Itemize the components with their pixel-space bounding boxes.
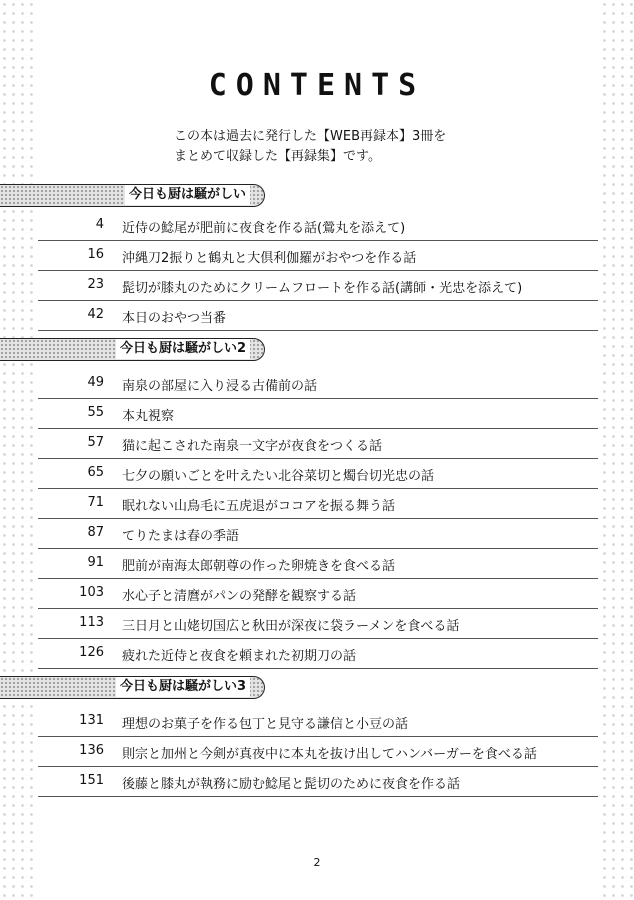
section-title: 今日も厨は騒がしい [125,185,250,205]
page-number: 2 [313,856,321,869]
page-number-ref: 4 [95,217,104,232]
page-number-ref: 71 [87,495,104,510]
entry-title: 七夕の願いごとを叶えたい北谷菜切と燭台切光忠の話 [122,469,435,484]
toc-row[interactable] [38,736,598,767]
toc-row[interactable] [38,518,598,549]
section-header [0,676,265,699]
entry-title: 則宗と加州と今剣が真夜中に本丸を抜け出してハンバーガーを食べる話 [122,747,537,762]
intro-text [174,127,574,167]
section-title: 今日も厨は騒がしい2 [116,339,250,359]
toc-row[interactable] [38,240,598,271]
page-number-ref: 91 [87,555,104,570]
toc-row[interactable] [38,368,598,399]
page-number-ref: 131 [79,713,104,728]
intro-line: まとめて収録した【再録集】です。 [174,149,381,164]
toc-row[interactable] [38,578,598,609]
entry-title: 眠れない山鳥毛に五虎退がココアを振る舞う話 [122,499,396,514]
entry-title: 髭切が膝丸のためにクリームフロートを作る話(講師・光忠を添えて) [122,281,523,296]
toc-row[interactable] [38,706,598,737]
page-number-ref: 151 [79,773,104,788]
entry-title: 猫に起こされた南泉一文字が夜食をつくる話 [122,439,383,454]
section-header [0,184,265,207]
entry-title: 本日のおやつ当番 [122,311,227,326]
entry-title: 肥前が南海太郎朝尊の作った卵焼きを食べる話 [122,559,396,574]
page-number-ref: 42 [87,307,104,322]
toc-row[interactable] [38,488,598,519]
page-number-ref: 65 [87,465,104,480]
contents-heading: CONTENTS [208,68,426,103]
entry-title: 沖縄刀2振りと鶴丸と大倶利伽羅がおやつを作る話 [122,251,417,266]
page-number-ref: 16 [87,247,104,262]
entry-title: 後藤と膝丸が執務に励む鯰尾と髭切のために夜食を作る話 [122,777,461,792]
page-number-ref: 87 [87,525,104,540]
entry-title: てりたまは春の季語 [122,529,240,544]
page-number-ref: 23 [87,277,104,292]
section-header [0,338,265,361]
dot-pattern-left [0,0,34,900]
toc-row[interactable] [38,300,598,331]
entry-title: 水心子と清麿がパンの発酵を観察する話 [122,589,357,604]
toc-row[interactable] [38,428,598,459]
page-number-ref: 55 [87,405,104,420]
page-number-ref: 126 [79,645,104,660]
entry-title: 近侍の鯰尾が肥前に夜食を作る話(鶯丸を添えて) [122,221,406,236]
section-title: 今日も厨は騒がしい3 [116,677,250,697]
intro-line: この本は過去に発行した【WEB再録本】3冊を [174,129,447,144]
toc-row[interactable] [38,210,598,241]
page-number-ref: 57 [87,435,104,450]
toc-row[interactable] [38,766,598,797]
toc-row[interactable] [38,608,598,639]
entry-title: 理想のお菓子を作る包丁と見守る謙信と小豆の話 [122,717,409,732]
page-number-ref: 103 [79,585,104,600]
entry-title: 南泉の部屋に入り浸る古備前の話 [122,379,318,394]
toc-row[interactable] [38,270,598,301]
dot-pattern-right [600,0,634,900]
entry-title: 三日月と山姥切国広と秋田が深夜に袋ラーメンを食べる話 [122,619,460,634]
entry-title: 本丸視察 [122,409,175,424]
page-number-ref: 49 [87,375,104,390]
page-number-ref: 113 [79,615,104,630]
toc-row[interactable] [38,458,598,489]
toc-row[interactable] [38,638,598,669]
toc-row[interactable] [38,398,598,429]
page-number-ref: 136 [79,743,104,758]
entry-title: 疲れた近侍と夜食を頼まれた初期刀の話 [122,649,357,664]
toc-row[interactable] [38,548,598,579]
